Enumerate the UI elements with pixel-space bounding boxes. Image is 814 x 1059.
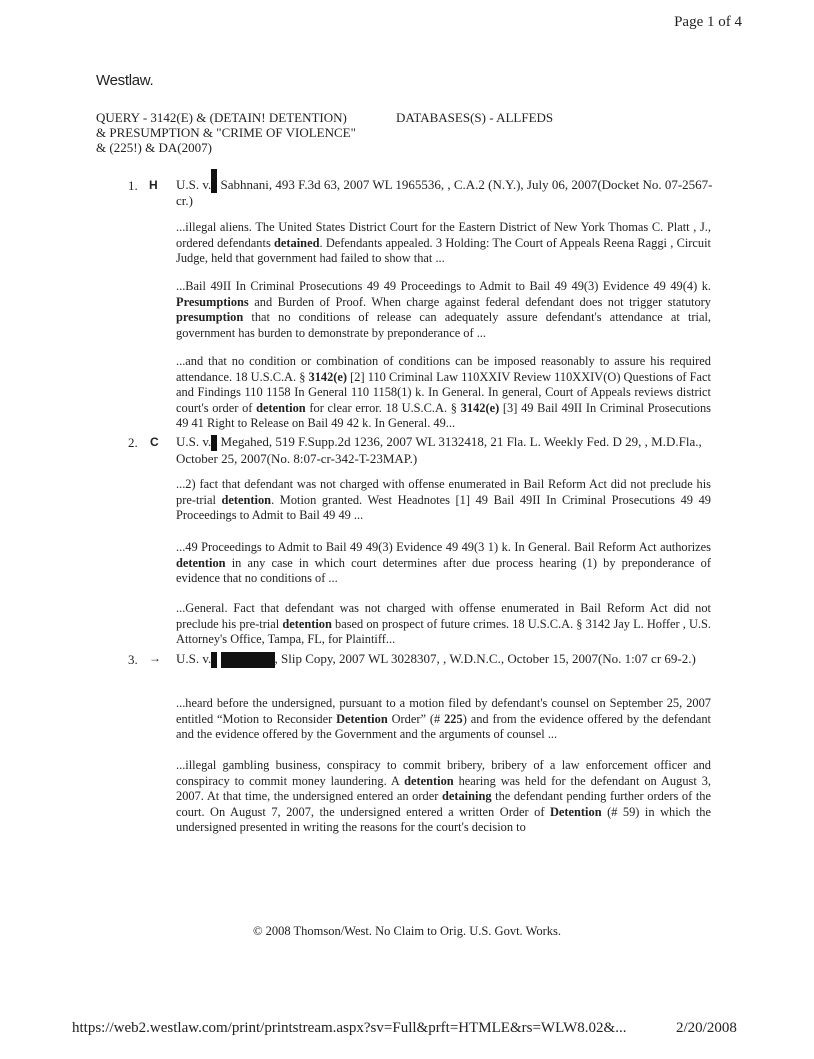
print-url: https://web2.westlaw.com/print/printstream.aspx?sv=Full&prft=HTMLE&rs=WLW8.02&...	[72, 1020, 627, 1036]
snippet: ...illegal aliens. The United States District Court for the Eastern District of New York Thomas C. Platt , J., ordered defendants detained. Defendants appealed. 3 Holding: The Court of Appeals Reena Raggi , Circuit Judge, held that government had failed to show that ...	[176, 220, 711, 265]
result-citation[interactable]	[176, 177, 716, 209]
citation-detail: , Slip Copy, 2007 WL 3028307, , W.D.N.C., October 15, 2007(No. 1:07 cr 69-2.)	[274, 651, 696, 666]
page-number: Page 1 of 4	[674, 14, 742, 30]
print-date: 2/20/2008	[676, 1020, 737, 1036]
result-flag-c: C	[150, 435, 159, 449]
citation-detail: Megahed, 519 F.Supp.2d 1236, 2007 WL 3132418, 21 Fla. L. Weekly Fed. D 29, , M.D.Fla., October 25, 2007(No. 8:07-cr-342-T-23MAP.)	[176, 434, 702, 467]
snippet: ...illegal gambling business, conspiracy to commit bribery, bribery of a law enforcement officer and conspiracy to commit money laundering. A detention hearing was held for the defendant on August 3, 2007. At that time, the undersigned entered an order detaining the defendant pending further orders of the court. On August 7, 2007, the undersigned entered a written Order of Detention (# 59) in which the undersigned presented in writing the reasons for the court's decision to	[176, 758, 711, 834]
citation-party: U.S. v.	[176, 651, 212, 666]
citation-party: U.S. v.	[176, 434, 212, 449]
query-block	[96, 110, 386, 155]
citation-detail: Sabhnani, 493 F.3d 63, 2007 WL 1965536, , C.A.2 (N.Y.), July 06, 2007(Docket No. 07-2567-cr.)	[176, 177, 713, 209]
result-flag-arrow-icon: →	[149, 651, 161, 665]
snippet: ...Bail 49II In Criminal Prosecutions 49 49 Proceedings to Admit to Bail 49 49(3) Evidence 49 49(4) k. Presumptions and Burden of Proof. When charge against federal defendant does not trigger statutory presumption that no conditions of release can adequately assure defendant's attendance at trial, government has burden to demonstrate by preponderance of ...	[176, 279, 711, 340]
westlaw-logo: Westlaw.	[96, 72, 154, 89]
query-line: QUERY - 3142(E) & (DETAIN! DETENTION)	[96, 110, 347, 125]
databases-label: DATABASES(S) - ALLFEDS	[396, 110, 554, 125]
snippet: ...2) fact that defendant was not charged with offense enumerated in Bail Reform Act did not preclude his pre-trial detention. Motion granted. West Headnotes [1] 49 Bail 49II In Criminal Prosecutions 49 49 Proceedings to Admit to Bail 49 49 ...	[176, 477, 711, 522]
snippet: ...and that no condition or combination of conditions can be imposed reasonably to assure his required attendance. 18 U.S.C.A. § 3142(e) [2] 110 Criminal Law 110XXIV Review 110XXIV(O) Questions of Fact and Findings 110 1158 In General 110 1158(1) k. In General. In general, Court of Appeals reviews district court's order of detention for clear error. 18 U.S.C.A. § 3142(e) [3] 49 Bail 49II In Criminal Prosecutions 49 41 Right to Release on Bail 49 42 k. In General. 49...	[176, 354, 711, 430]
result-citation[interactable]	[176, 434, 716, 467]
copyright-footer: © 2008 Thomson/West. No Claim to Orig. U.S. Govt. Works.	[252, 924, 562, 938]
result-number: 3.	[128, 652, 138, 667]
snippet: ...49 Proceedings to Admit to Bail 49 49(3) Evidence 49 49(3 1) k. In General. Bail Reform Act authorizes detention in any case in which court determines after due process hearing (1) by preponderance of evidence that no conditions of ...	[176, 540, 711, 585]
redaction-bar	[211, 652, 217, 668]
snippet: ...General. Fact that defendant was not charged with offense enumerated in Bail Reform Act did not preclude his pre-trial detention based on prospect of future crimes. 18 U.S.C.A. § 3142 Jay L. Hoffer , U.S. Attorney's Office, Tampa, FL, for Plaintiff...	[176, 601, 711, 646]
result-number: 1.	[128, 178, 138, 193]
citation-party: U.S. v.	[176, 177, 212, 192]
result-number: 2.	[128, 435, 138, 450]
query-line: & (225!) & DA(2007)	[96, 140, 212, 155]
snippet: ...heard before the undersigned, pursuant to a motion filed by defendant's counsel on September 25, 2007 entitled “Motion to Reconsider Detention Order” (# 225) and from the evidence offered by the defendant and the evidence offered by the Government and the arguments of counsel ...	[176, 696, 712, 741]
redaction-block	[221, 652, 275, 668]
result-flag-h: H	[149, 178, 158, 192]
result-citation[interactable]	[176, 651, 716, 668]
query-line: & PRESUMPTION & "CRIME OF VIOLENCE"	[96, 125, 356, 140]
